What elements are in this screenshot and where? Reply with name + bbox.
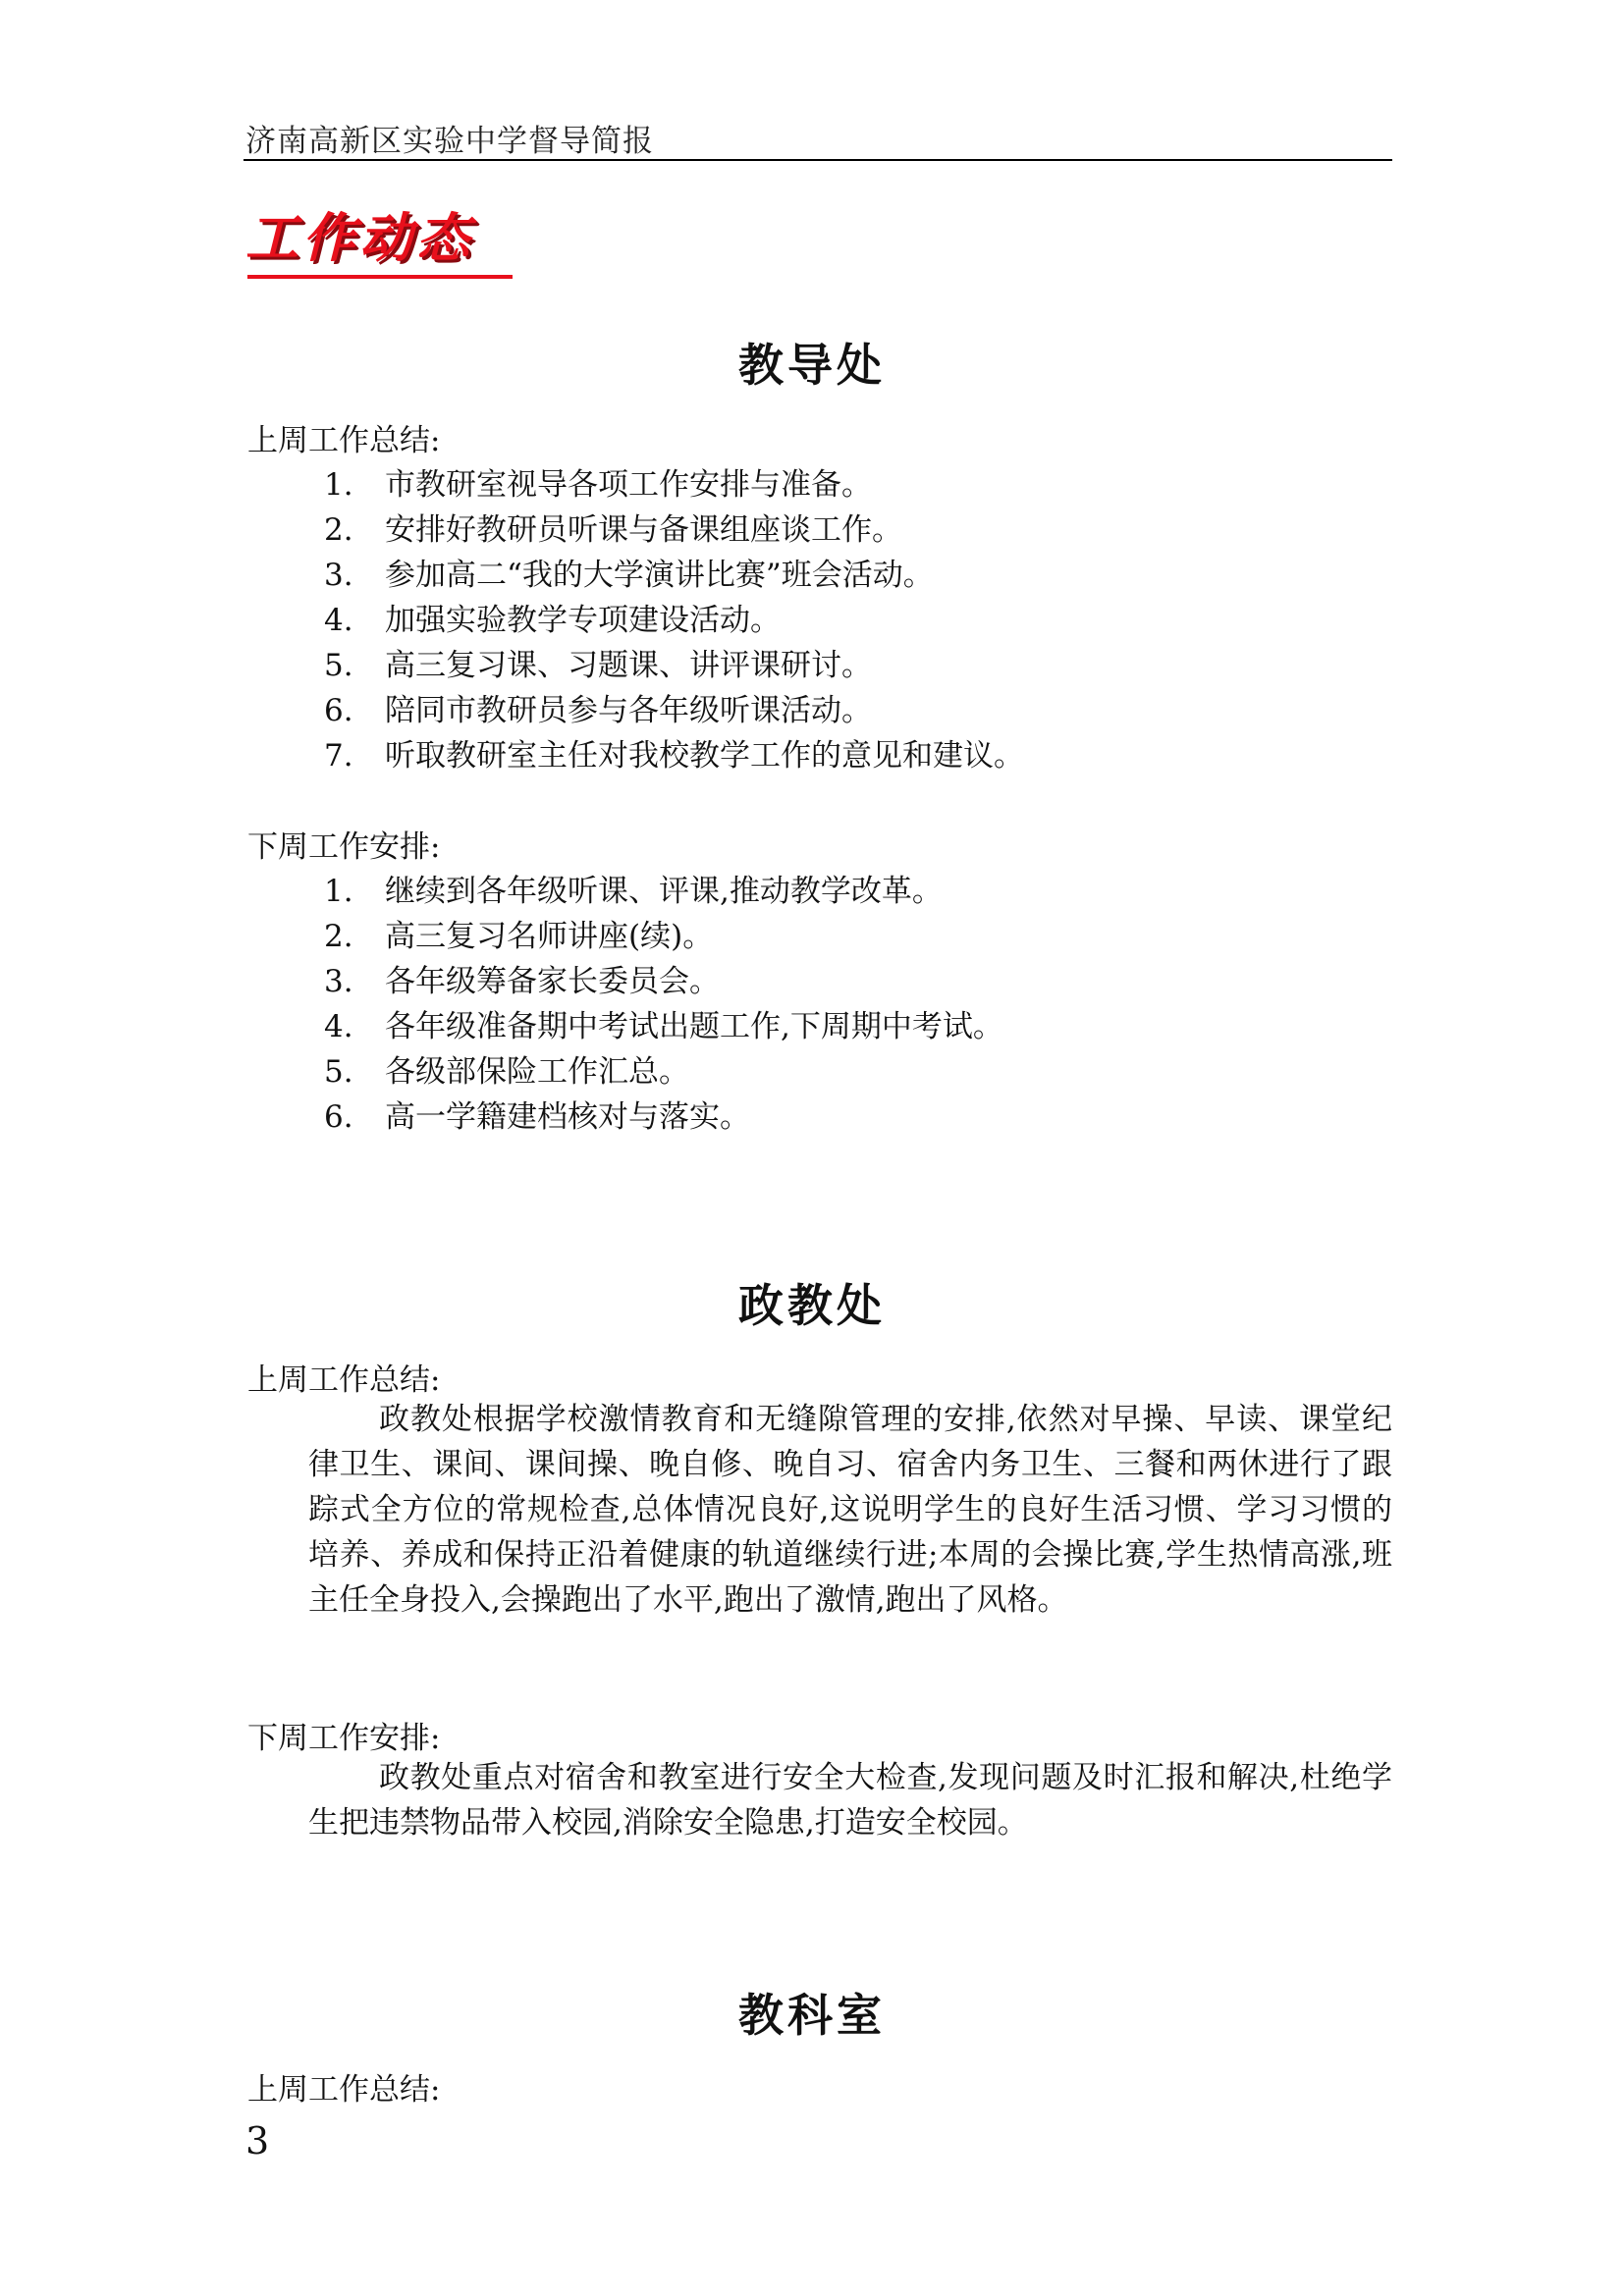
item-number: 4. xyxy=(324,603,353,638)
last-week-summary-label: 上周工作总结: xyxy=(247,2072,441,2108)
item-text: 听取教研室主任对我校教学工作的意见和建议。 xyxy=(385,738,1024,774)
item-text: 各级部保险工作汇总。 xyxy=(385,1054,689,1090)
list-item xyxy=(324,553,1024,598)
list-item xyxy=(324,1049,1003,1095)
item-number: 5. xyxy=(324,1054,353,1090)
list-item xyxy=(324,869,1003,914)
item-text: 安排好教研员听课与备课组座谈工作。 xyxy=(385,512,902,548)
dept-heading-jiaodao: 教导处 xyxy=(738,339,886,392)
header-divider xyxy=(244,159,1392,161)
list-item xyxy=(324,914,1003,959)
next-week-plan-paragraph: 政教处重点对宿舍和教室进行安全大检查,发现问题及时汇报和解决,杜绝学生把违禁物品带入校园,消除安全隐患,打造安全校园。 xyxy=(308,1760,1392,1841)
item-number: 6. xyxy=(324,1099,353,1135)
page-number: 3 xyxy=(245,2119,270,2163)
running-header-title: 济南高新区实验中学督导简报 xyxy=(245,124,654,159)
section-title-underline xyxy=(247,275,513,279)
item-text: 加强实验教学专项建设活动。 xyxy=(385,603,781,638)
item-text: 陪同市教研员参与各年级听课活动。 xyxy=(385,693,872,728)
last-week-summary-list xyxy=(324,462,1024,778)
list-item xyxy=(324,688,1024,733)
list-item xyxy=(324,598,1024,643)
item-number: 1. xyxy=(324,874,353,909)
item-text: 高三复习名师讲座(续)。 xyxy=(385,919,714,954)
item-number: 3. xyxy=(324,558,353,593)
last-week-summary-paragraph: 政教处根据学校激情教育和无缝隙管理的安排,依然对早操、早读、课堂纪律卫生、课间、课间操、晚自修、晚自习、宿舍内务卫生、三餐和两休进行了跟踪式全方位的常规检查,总体情况良好,这说明学生的良好生活习惯、学习习惯的培养、养成和保持正沿着健康的轨道继续行进;本周的会操比赛,学生热情高涨,班主任全身投入,会操跑出了水平,跑出了激情,跑出了风格。 xyxy=(308,1402,1392,1618)
item-number: 4. xyxy=(324,1009,353,1044)
item-text: 各年级准备期中考试出题工作,下周期中考试。 xyxy=(385,1009,1003,1044)
next-week-plan-list xyxy=(324,869,1003,1140)
item-number: 1. xyxy=(324,467,353,503)
item-number: 2. xyxy=(324,919,353,954)
item-number: 6. xyxy=(324,693,353,728)
item-number: 2. xyxy=(324,512,353,548)
next-week-plan-label: 下周工作安排: xyxy=(247,1721,441,1756)
item-text: 各年级筹备家长委员会。 xyxy=(385,964,720,999)
list-item xyxy=(324,507,1024,553)
list-item xyxy=(324,643,1024,688)
last-week-summary-label: 上周工作总结: xyxy=(247,1362,441,1398)
list-item xyxy=(324,733,1024,778)
dept-heading-zhengjiao: 政教处 xyxy=(738,1279,886,1332)
list-item xyxy=(324,1095,1003,1140)
next-week-plan-label: 下周工作安排: xyxy=(247,829,441,865)
item-text: 继续到各年级听课、评课,推动教学改革。 xyxy=(385,874,943,909)
item-text: 高一学籍建档核对与落实。 xyxy=(385,1099,750,1135)
item-number: 7. xyxy=(324,738,353,774)
item-text: 市教研室视导各项工作安排与准备。 xyxy=(385,467,872,503)
list-item xyxy=(324,462,1024,507)
list-item xyxy=(324,1004,1003,1049)
list-item xyxy=(324,959,1003,1004)
last-week-summary-label: 上周工作总结: xyxy=(247,423,441,458)
dept-heading-jiaoke: 教科室 xyxy=(738,1989,886,2042)
item-number: 3. xyxy=(324,964,353,999)
item-number: 5. xyxy=(324,648,353,683)
item-text: 参加高二“我的大学演讲比赛”班会活动。 xyxy=(385,558,934,593)
item-text: 高三复习课、习题课、讲评课研讨。 xyxy=(385,648,872,683)
section-title: 工作动态 xyxy=(245,207,473,269)
